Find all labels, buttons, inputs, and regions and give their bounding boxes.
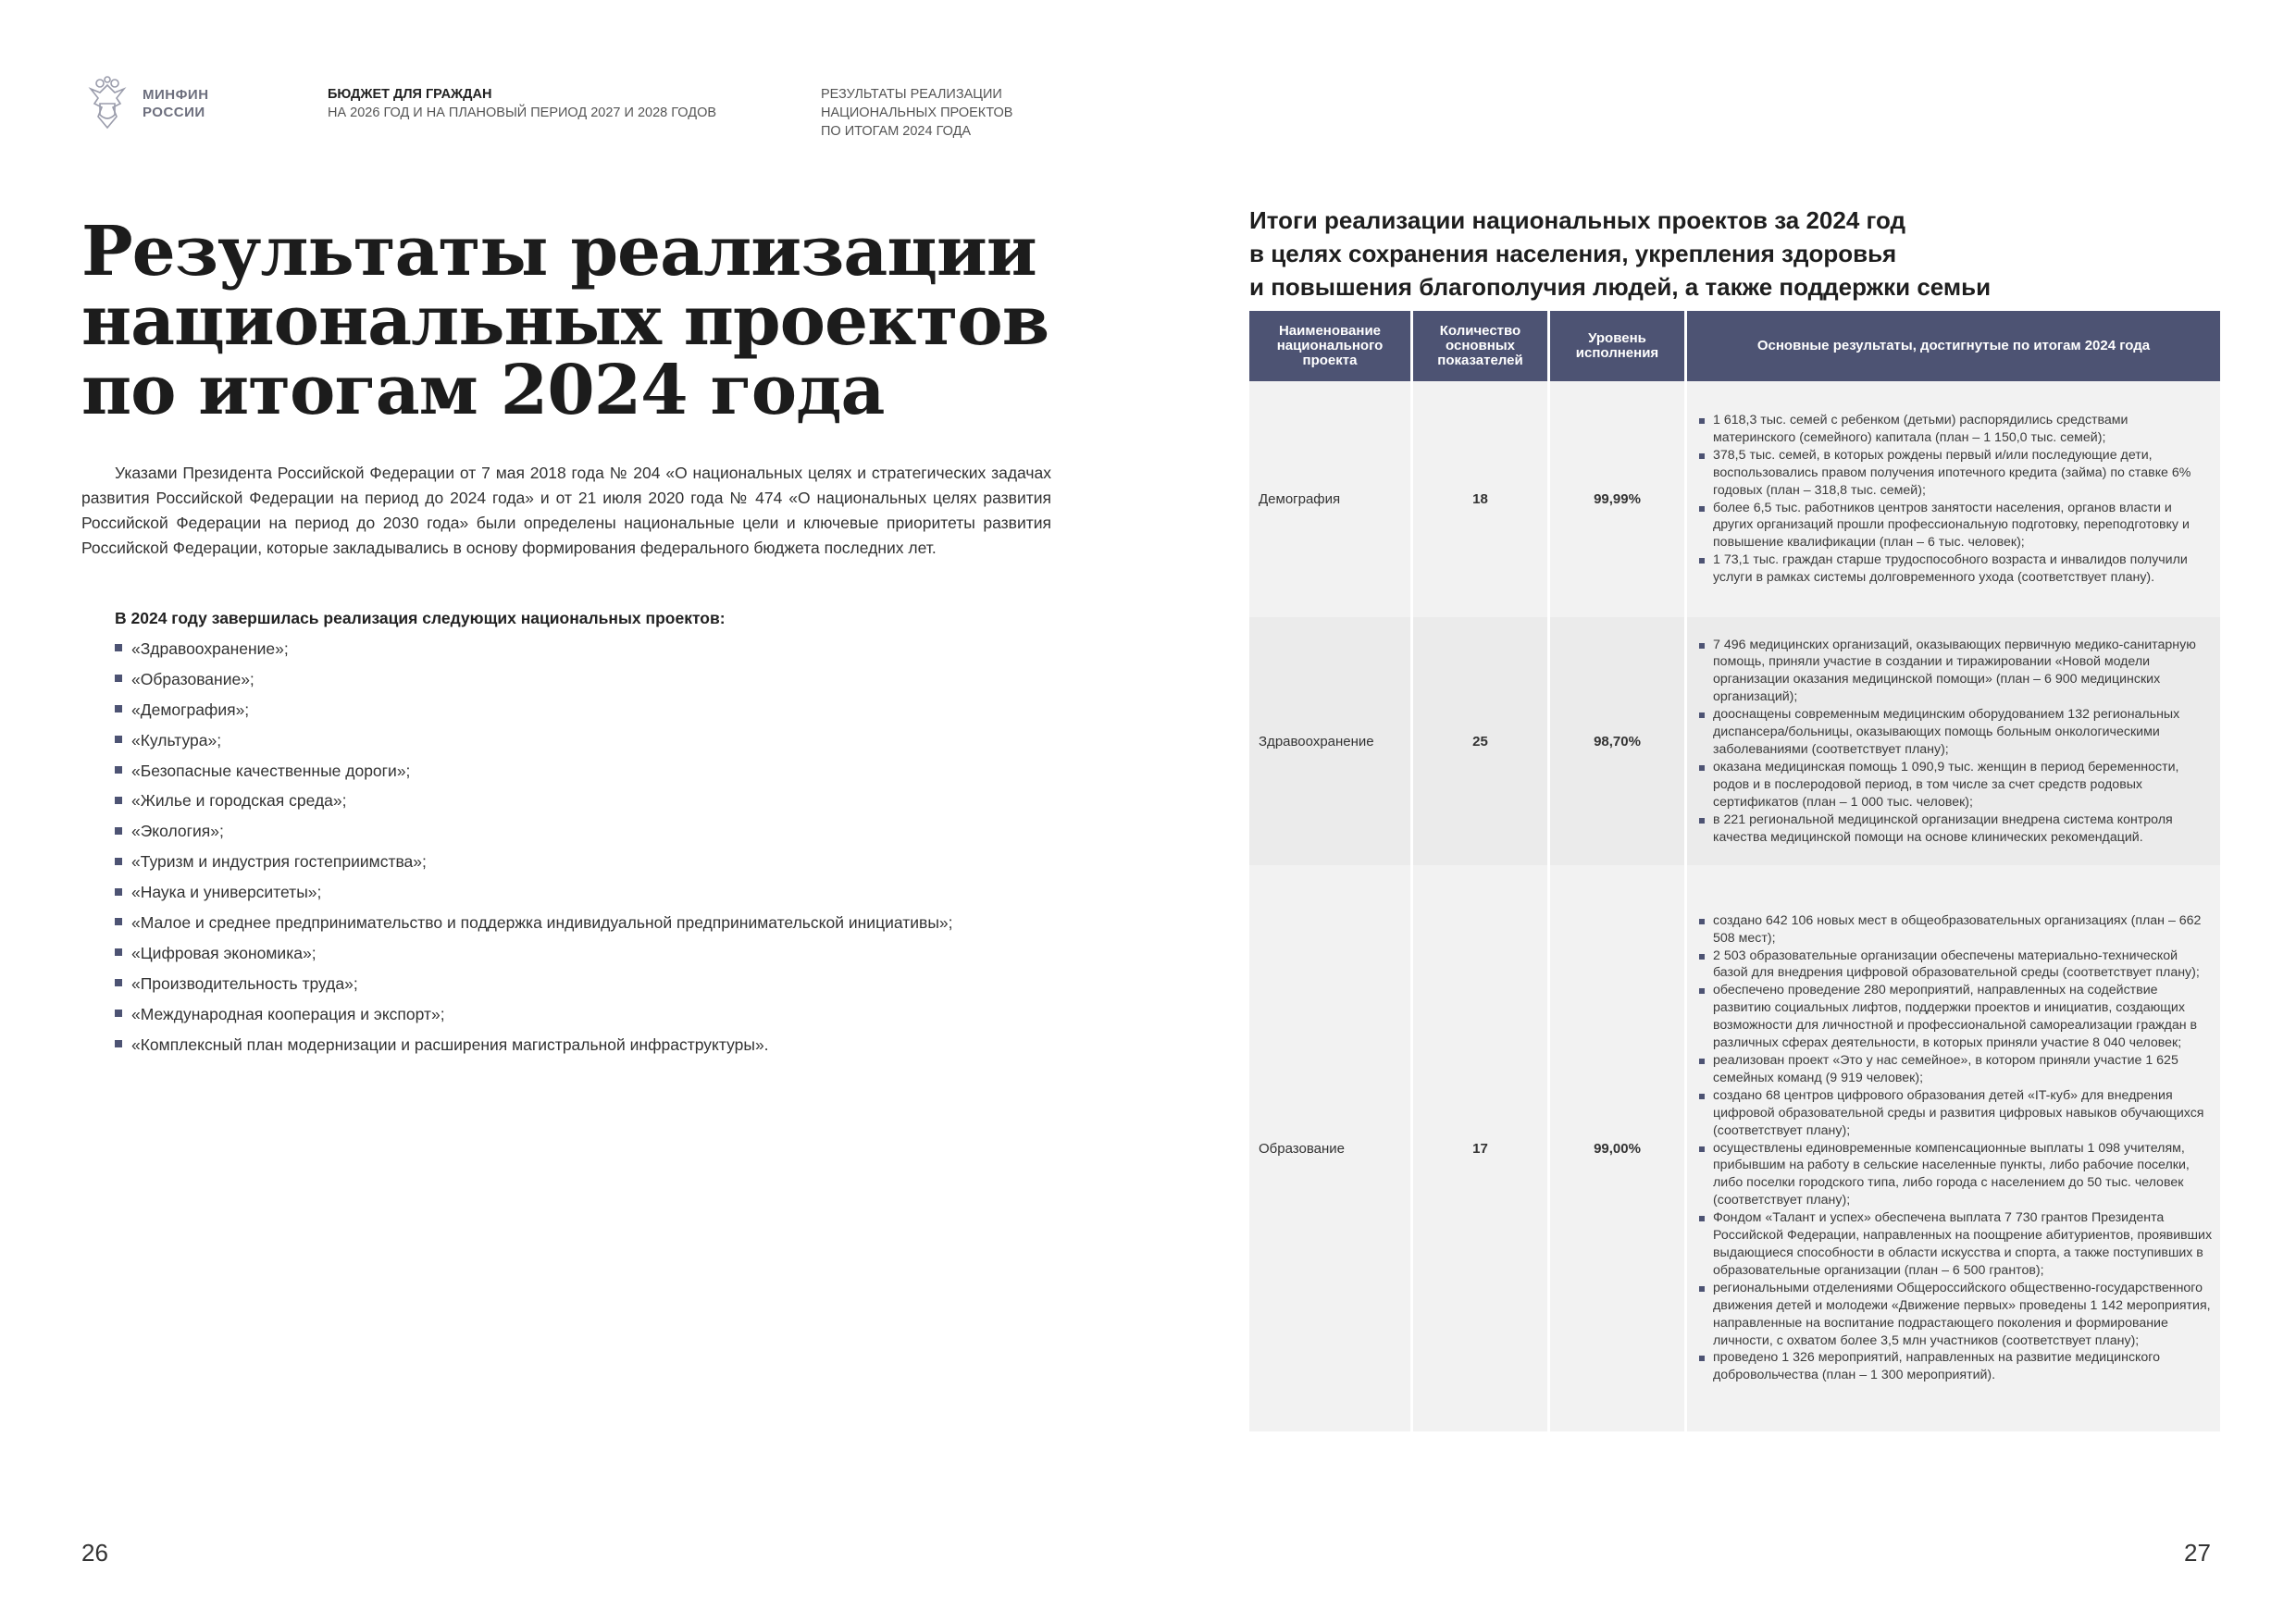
list-item: «Образование»;: [115, 664, 953, 695]
page-title: Результаты реализации национальных проектов по итогам 2024 года: [81, 212, 1049, 430]
result-item: более 6,5 тыс. работников центров занятости населения, органов власти и других организаций прошли профессиональную подготовку, переподготовку и повышение квалификации (план – 6 тыс. человек);: [1696, 500, 2213, 552]
result-item: 2 503 образовательные организации обеспечены материально-технической базой для внедрения цифровой образовательной среды (соответствует плану);: [1696, 948, 2213, 983]
list-item: «Демография»;: [115, 695, 953, 725]
result-item: 7 496 медицинских организаций, оказывающих первичную медико-санитарную помощь, приняли участие в создании и тиражировании «Новой модели организации оказания медицинской помощи» (план – 6 900 медицинских организаций);: [1696, 637, 2213, 707]
indicator-count: 17: [1413, 865, 1547, 1431]
bullet-icon: [115, 705, 122, 712]
result-item: дооснащены современным медицинским оборудованием 132 региональных диспансера/больницы, оказывающих помощь больным онкологическими заболеваниями (соответствует плану);: [1696, 706, 2213, 759]
list-item: «Экология»;: [115, 816, 953, 847]
result-item: создано 642 106 новых мест в общеобразовательных организациях (план – 662 508 мест);: [1696, 912, 2213, 948]
results-cell: [1687, 865, 2220, 1431]
bullet-icon: [115, 644, 122, 651]
list-item: «Культура»;: [115, 725, 953, 756]
document-title: БЮДЖЕТ ДЛЯ ГРАЖДАН НА 2026 ГОД И НА ПЛАНОВЫЙ ПЕРИОД 2027 И 2028 ГОДОВ: [328, 87, 717, 120]
table-title: Итоги реализации национальных проектов за 2024 год в целях сохранения населения, укрепления здоровья и повышения благополучия людей, а также поддержки семьи: [1249, 206, 1992, 301]
section-title: РЕЗУЛЬТАТЫ РЕАЛИЗАЦИИ НАЦИОНАЛЬНЫХ ПРОЕКТОВ ПО ИТОГАМ 2024 ГОДА: [821, 87, 1013, 139]
results-cell: [1687, 617, 2220, 865]
list-item: «Малое и среднее предпринимательство и поддержка индивидуальной предпринимательской инициативы»;: [115, 908, 953, 938]
result-item: в 221 региональной медицинской организации внедрена система контроля качества медицинской помощи на основе клинических рекомендаций.: [1696, 812, 2213, 847]
table-row: [1249, 865, 2220, 1431]
list-item: «Безопасные качественные дороги»;: [115, 756, 953, 787]
bullet-icon: [115, 1010, 122, 1017]
col-header-name: Наименование национального проекта: [1249, 311, 1410, 381]
project-name: Здравоохранение: [1249, 617, 1410, 865]
result-item: 1 73,1 тыс. граждан старше трудоспособного возраста и инвалидов получили услуги в рамках системы долговременного ухода (соответствует плану).: [1696, 551, 2213, 587]
page-number-right: 27: [2184, 1539, 2211, 1567]
list-item: «Цифровая экономика»;: [115, 938, 953, 969]
list-item: «Наука и университеты»;: [115, 877, 953, 908]
bullet-icon: [115, 888, 122, 896]
bullet-icon: [115, 948, 122, 956]
table-row: [1249, 617, 2220, 865]
indicator-count: 25: [1413, 617, 1547, 865]
coat-of-arms-icon: [81, 76, 133, 133]
bullet-icon: [115, 766, 122, 774]
brand-name: МИНФИН РОССИИ: [143, 87, 209, 120]
result-item: региональными отделениями Общероссийского общественно-государственного движения детей и молодежи «Движение первых» проведены 1 142 мероприятия, направленные на воспитание подрастающего поколения и формирование личности, с охватом более 3,5 млн участников (соответствует плану);: [1696, 1280, 2213, 1350]
bullet-icon: [115, 918, 122, 925]
list-item: «Производительность труда»;: [115, 969, 953, 999]
result-item: 378,5 тыс. семей, в которых рождены первый и/или последующие дети, воспользовались правом получения ипотечного кредита (займа) по ставке 6% годовых (план – 318,8 тыс. семей);: [1696, 447, 2213, 500]
bullet-icon: [115, 1040, 122, 1047]
result-item: осуществлены единовременные компенсационные выплаты 1 098 учителям, прибывшим на работу в сельские населенные пункты, либо рабочие поселки, либо поселки городского типа, либо города с населением до 50 тыс. человек (соответствует плану);: [1696, 1140, 2213, 1210]
list-item: «Здравоохранение»;: [115, 634, 953, 664]
projects-list: [115, 634, 953, 1059]
bullet-icon: [115, 675, 122, 682]
result-item: оказана медицинская помощь 1 090,9 тыс. женщин в период беременности, родов и в послеродовой период, в том числе за счет средств родовых сертификатов (план – 1 000 тыс. человек);: [1696, 759, 2213, 812]
bullet-icon: [115, 827, 122, 835]
list-item: «Комплексный план модернизации и расширения магистральной инфраструктуры».: [115, 1030, 953, 1060]
intro-paragraph: Указами Президента Российской Федерации от 7 мая 2018 года № 204 «О национальных целях и стратегических задачах развития Российской Федерации на период до 2024 года» и от 21 июля 2020 года № 474 «О национальных целях развития Российской Федерации на период до 2030 года» были определены национальные цели и ключевые приоритеты развития Российской Федерации, которые закладывались в основу формирования федерального бюджета последних лет.: [81, 464, 1051, 557]
result-item: реализован проект «Это у нас семейное», в котором приняли участие 1 625 семейных команд (9 919 человек);: [1696, 1052, 2213, 1087]
project-name: Образование: [1249, 865, 1410, 1431]
list-item: «Жилье и городская среда»;: [115, 786, 953, 816]
list-item: «Туризм и индустрия гостеприимства»;: [115, 847, 953, 877]
bullet-icon: [115, 979, 122, 986]
table-header-row: [1249, 311, 2220, 381]
result-item: Фондом «Талант и успех» обеспечена выплата 7 730 грантов Президента Российской Федерации, направленных на поощрение абитуриентов, проявивших выдающиеся способности в области искусства и спорта, а также поступивших в образовательные организации (план – 6 500 грантов);: [1696, 1209, 2213, 1280]
bullet-icon: [115, 858, 122, 865]
project-name: Демография: [1249, 381, 1410, 617]
bullet-icon: [115, 736, 122, 743]
results-cell: [1687, 381, 2220, 617]
page-number-left: 26: [81, 1539, 108, 1567]
result-item: обеспечено проведение 280 мероприятий, направленных на содействие развитию социальных лифтов, поддержки проектов и инициатив, создающих возможности для личностной и профессиональной самореализации граждан в различных сферах деятельности, в которых приняли участие 8 040 человек;: [1696, 982, 2213, 1052]
indicator-count: 18: [1413, 381, 1547, 617]
execution-level: 99,00%: [1550, 865, 1684, 1431]
execution-level: 98,70%: [1550, 617, 1684, 865]
result-item: создано 68 центров цифрового образования детей «IT-куб» для внедрения цифровой образовательной среды и развития цифровых навыков обучающихся (соответствует плану);: [1696, 1087, 2213, 1140]
col-header-results: Основные результаты, достигнутые по итогам 2024 года: [1687, 311, 2220, 381]
projects-list-heading: В 2024 году завершилась реализация следующих национальных проектов:: [115, 609, 726, 627]
bullet-icon: [115, 797, 122, 804]
results-table: [1247, 311, 2223, 1431]
result-item: 1 618,3 тыс. семей с ребенком (детьми) распорядились средствами материнского (семейного) капитала (план – 1 150,0 тыс. семей);: [1696, 412, 2213, 447]
col-header-level: Уровень исполнения: [1550, 311, 1684, 381]
execution-level: 99,99%: [1550, 381, 1684, 617]
table-row: [1249, 381, 2220, 617]
list-item: «Международная кооперация и экспорт»;: [115, 999, 953, 1030]
result-item: проведено 1 326 мероприятий, направленных на развитие медицинского добровольчества (план – 1 300 мероприятий).: [1696, 1349, 2213, 1384]
col-header-count: Количество основных показателей: [1413, 311, 1547, 381]
